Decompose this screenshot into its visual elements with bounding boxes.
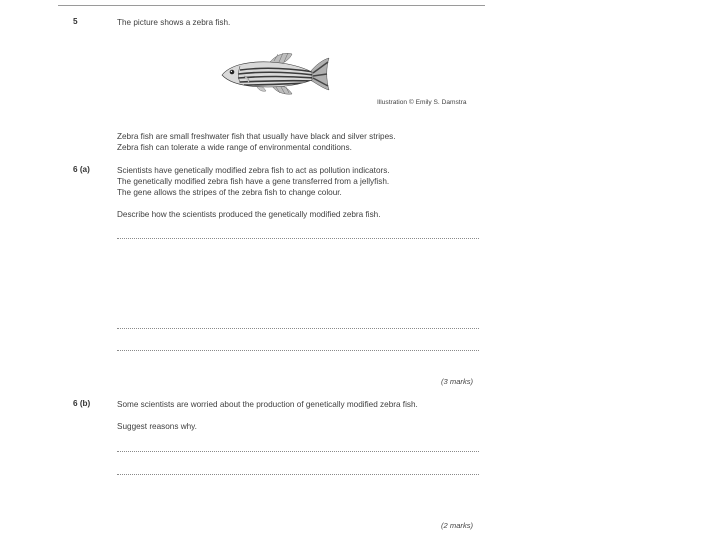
question-5-intro: The picture shows a zebra fish. <box>117 18 231 27</box>
page-top-rule <box>58 5 485 6</box>
question-6b-prompt: Suggest reasons why. <box>117 422 197 431</box>
question-6a-text-line: The gene allows the stripes of the zebra fish to change colour. <box>117 188 342 197</box>
zebra-fish-description-line: Zebra fish can tolerate a wide range of environmental conditions. <box>117 143 352 152</box>
question-6a-text-line: Scientists have genetically modified zebra fish to act as pollution indicators. <box>117 166 390 175</box>
answer-line[interactable] <box>117 451 479 452</box>
question-6a-marks: (3 marks) <box>441 377 474 386</box>
question-6b-text: Some scientists are worried about the production of genetically modified zebra fish. <box>117 400 418 409</box>
answer-line[interactable] <box>117 328 479 329</box>
question-6a-text-line: The genetically modified zebra fish have a gene transferred from a jellyfish. <box>117 177 390 186</box>
question-5-number: 5 <box>73 17 78 26</box>
answer-line[interactable] <box>117 474 479 475</box>
question-6a-number: 6 (a) <box>73 165 90 174</box>
question-6b-marks: (2 marks) <box>441 521 474 530</box>
zebra-fish-description-line: Zebra fish are small freshwater fish that usually have black and silver stripes. <box>117 132 396 141</box>
question-6b-number: 6 (b) <box>73 399 91 408</box>
illustration-credit: Illustration © Emily S. Damstra <box>377 99 467 106</box>
answer-line[interactable] <box>117 350 479 351</box>
answer-line[interactable] <box>117 238 479 239</box>
question-6a-prompt: Describe how the scientists produced the genetically modified zebra fish. <box>117 210 381 219</box>
zebra-fish-illustration <box>218 50 330 98</box>
